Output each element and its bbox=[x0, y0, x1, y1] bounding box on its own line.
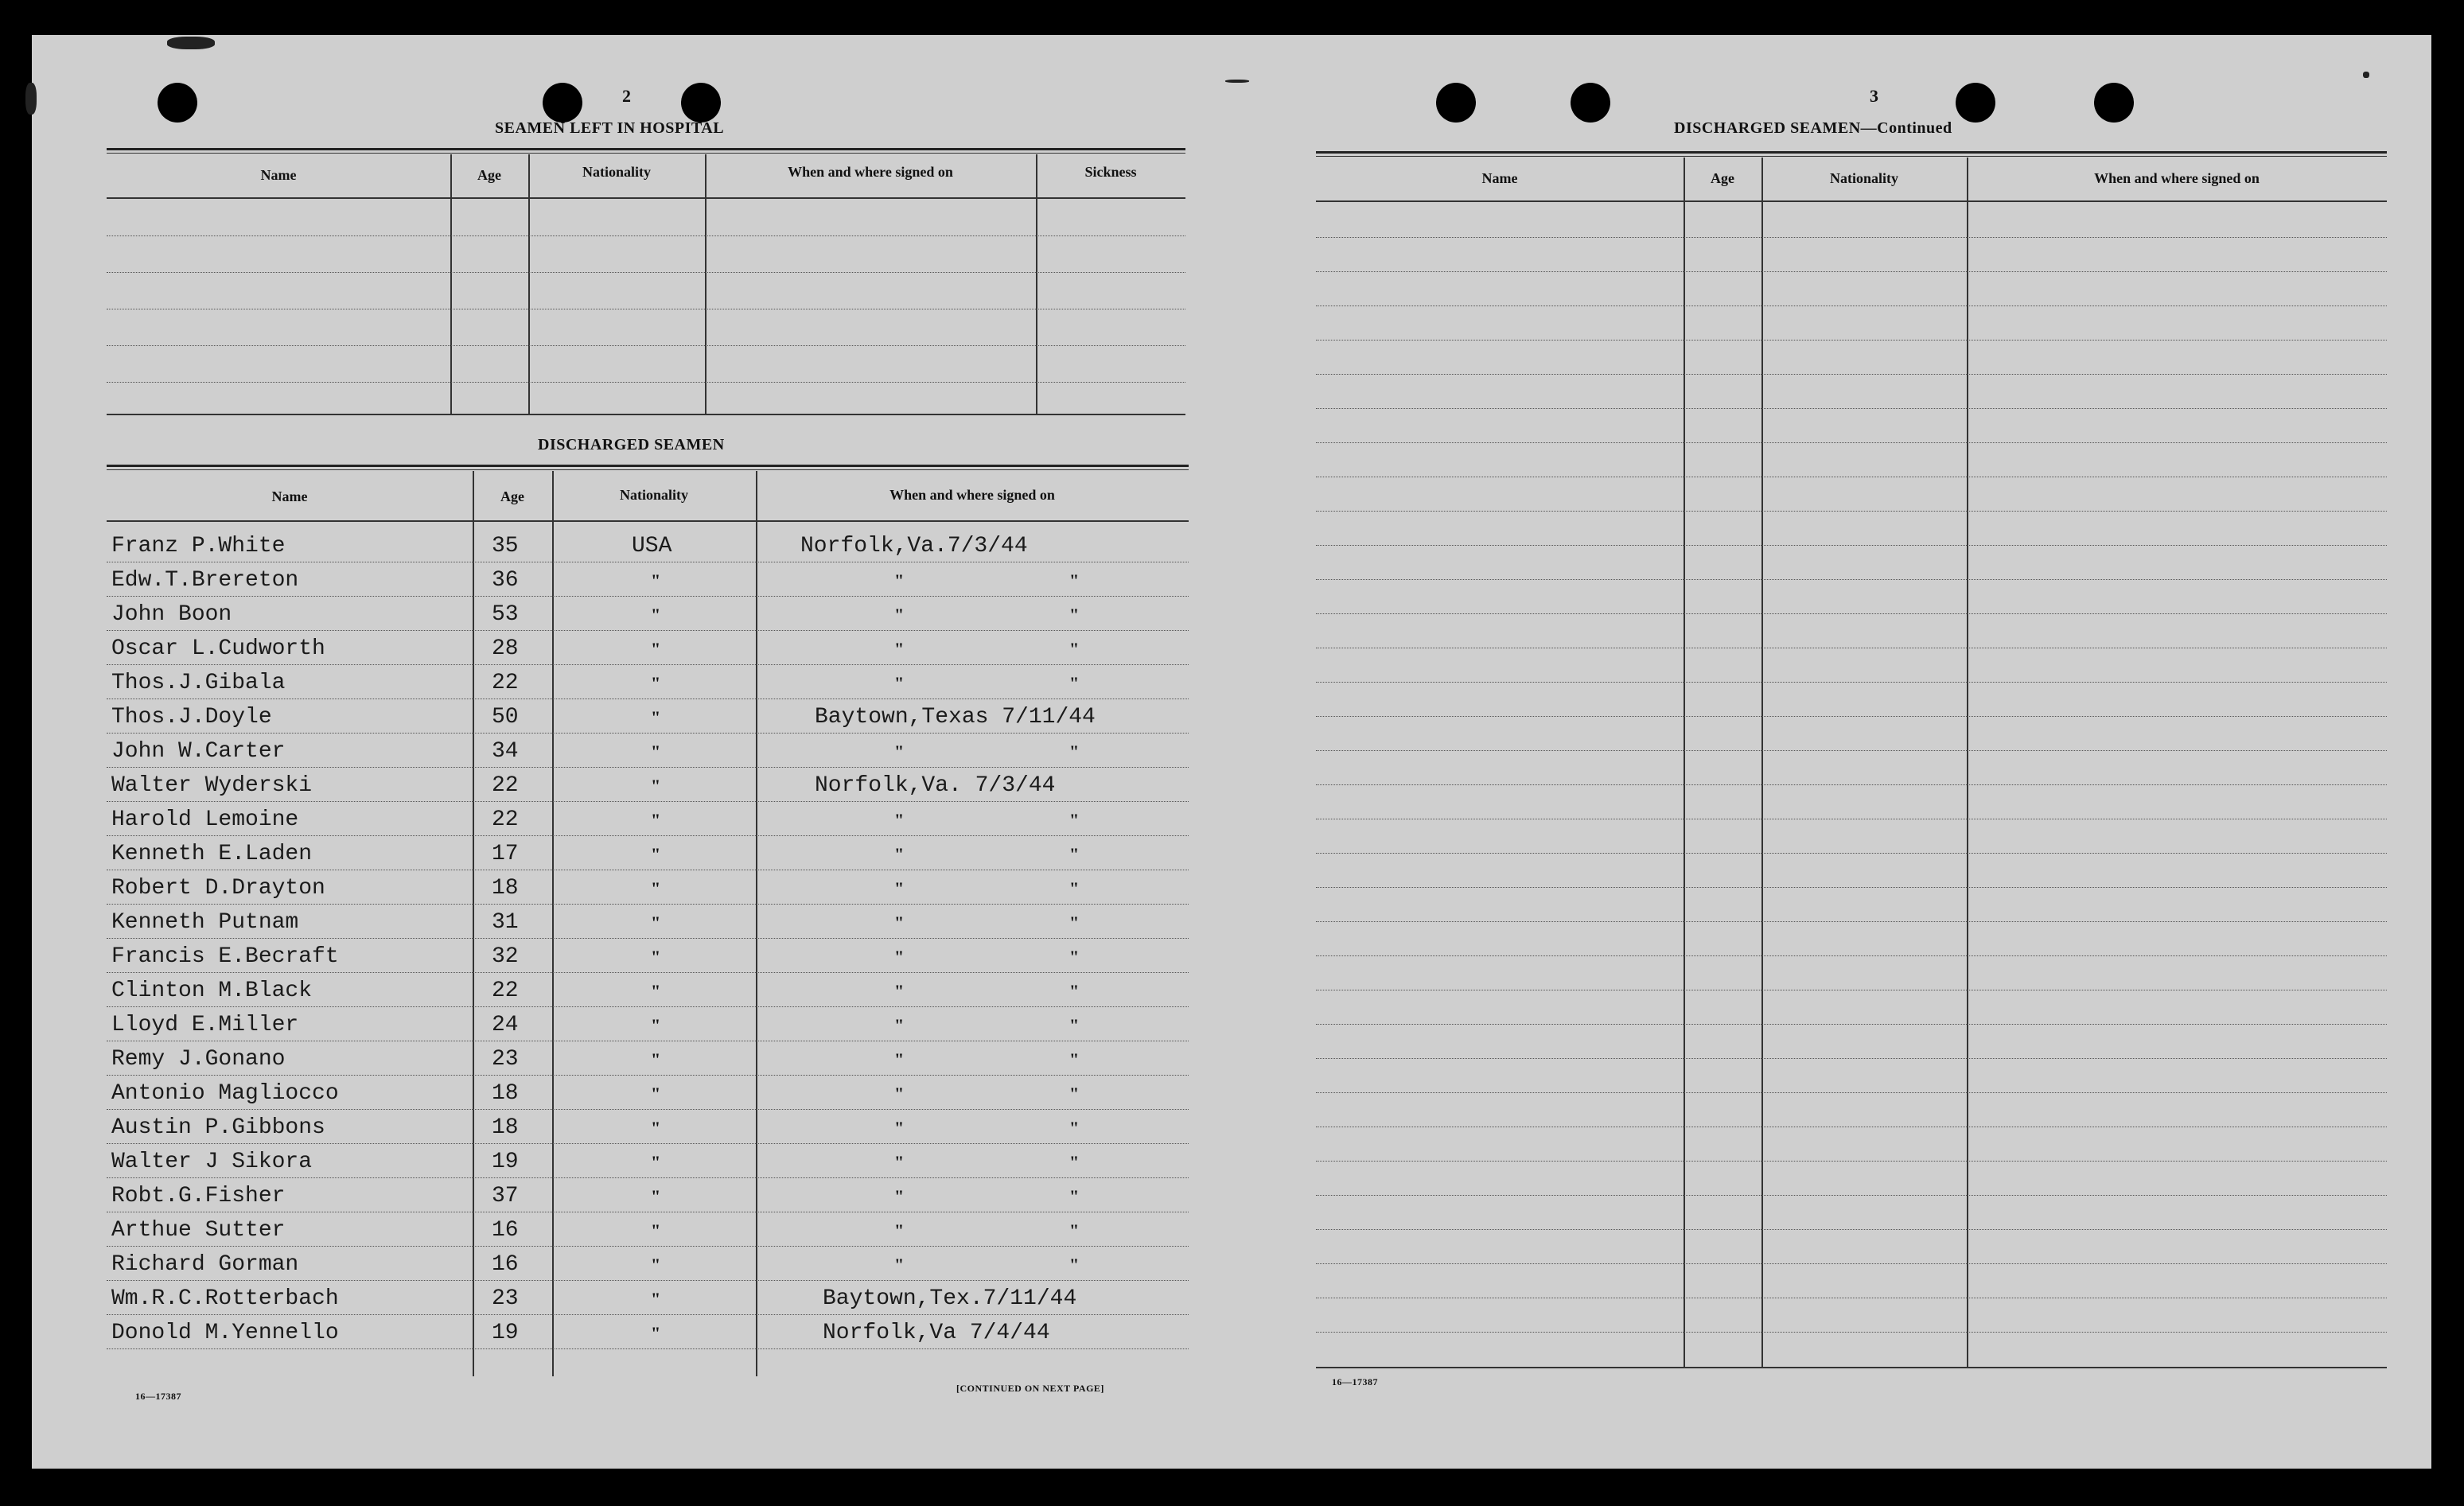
seaman-age: 19 bbox=[492, 1321, 519, 1345]
seaman-age: 19 bbox=[492, 1150, 519, 1174]
seaman-nationality: " bbox=[651, 1289, 661, 1309]
signed-on-date-ditto: " bbox=[1069, 1220, 1080, 1240]
table-row bbox=[1316, 1161, 2387, 1162]
seaman-nationality: " bbox=[651, 810, 661, 830]
seaman-age: 32 bbox=[492, 944, 519, 969]
hospital-header-sickness: Sickness bbox=[1084, 164, 1137, 180]
seaman-name: Walter Wyderski bbox=[111, 773, 313, 798]
discharged-header-name: Name bbox=[271, 488, 308, 504]
seaman-name: Thos.J.Gibala bbox=[111, 671, 286, 695]
seaman-age: 24 bbox=[492, 1013, 519, 1037]
seaman-age: 16 bbox=[492, 1218, 519, 1243]
seaman-age: 22 bbox=[492, 773, 519, 798]
punch-hole bbox=[158, 83, 197, 123]
right-header-nationality: Nationality bbox=[1829, 170, 1898, 186]
seaman-name: Donold M.Yennello bbox=[111, 1321, 339, 1345]
seaman-name: Edw.T.Brereton bbox=[111, 568, 299, 593]
signed-on-date-ditto: " bbox=[1069, 1049, 1080, 1069]
seaman-age: 23 bbox=[492, 1286, 519, 1311]
table-row bbox=[1316, 716, 2387, 717]
table-row bbox=[1316, 374, 2387, 375]
seaman-name: Richard Gorman bbox=[111, 1252, 299, 1277]
seaman-name: John W.Carter bbox=[111, 739, 286, 764]
seaman-name: Clinton M.Black bbox=[111, 979, 313, 1003]
table-row bbox=[1316, 955, 2387, 956]
seaman-name: Lloyd E.Miller bbox=[111, 1013, 299, 1037]
table-row bbox=[107, 767, 1189, 768]
seaman-nationality: " bbox=[651, 673, 661, 693]
seaman-name: John Boon bbox=[111, 602, 232, 627]
table-row bbox=[1316, 613, 2387, 614]
table-row bbox=[107, 938, 1189, 939]
table-row bbox=[1316, 579, 2387, 580]
table-row bbox=[107, 1348, 1189, 1349]
seaman-nationality: " bbox=[651, 1015, 661, 1035]
table-row bbox=[107, 835, 1189, 836]
table-row bbox=[107, 1246, 1189, 1247]
ink-speck bbox=[25, 83, 37, 115]
signed-on-date-ditto: " bbox=[1069, 1118, 1080, 1138]
table-row bbox=[107, 801, 1189, 802]
seaman-name: Robt.G.Fisher bbox=[111, 1184, 286, 1208]
punch-hole bbox=[1436, 83, 1476, 123]
punch-hole bbox=[681, 83, 721, 123]
continued-note: [CONTINUED ON NEXT PAGE] bbox=[956, 1383, 1104, 1394]
signed-on-place-ditto: " bbox=[894, 1118, 905, 1138]
document-sheet bbox=[32, 35, 2431, 1469]
seaman-signed-on: Norfolk,Va. 7/3/44 bbox=[815, 773, 1056, 798]
seaman-age: 17 bbox=[492, 842, 519, 866]
table-row bbox=[1316, 1332, 2387, 1333]
seaman-nationality: " bbox=[651, 570, 661, 590]
seaman-name: Thos.J.Doyle bbox=[111, 705, 272, 730]
seaman-age: 53 bbox=[492, 602, 519, 627]
table-row bbox=[1316, 237, 2387, 238]
seaman-name: Arthue Sutter bbox=[111, 1218, 286, 1243]
seaman-nationality: " bbox=[651, 1118, 661, 1138]
punch-hole bbox=[2094, 83, 2134, 123]
signed-on-date-ditto: " bbox=[1069, 913, 1080, 932]
ink-speck bbox=[1225, 80, 1249, 83]
seaman-nationality: " bbox=[651, 776, 661, 796]
signed-on-place-ditto: " bbox=[894, 1186, 905, 1206]
seaman-signed-on: Norfolk,Va.7/3/44 bbox=[800, 534, 1028, 558]
seaman-signed-on: Norfolk,Va 7/4/44 bbox=[823, 1321, 1050, 1345]
seaman-age: 23 bbox=[492, 1047, 519, 1072]
table-row bbox=[1316, 511, 2387, 512]
table-row bbox=[1316, 921, 2387, 922]
signed-on-date-ditto: " bbox=[1069, 878, 1080, 898]
table-row bbox=[107, 904, 1189, 905]
seaman-age: 16 bbox=[492, 1252, 519, 1277]
seaman-nationality: USA bbox=[632, 534, 672, 558]
signed-on-date-ditto: " bbox=[1069, 1186, 1080, 1206]
page-number-left: 2 bbox=[622, 86, 631, 106]
seaman-name: Kenneth E.Laden bbox=[111, 842, 313, 866]
hospital-header-nationality: Nationality bbox=[582, 164, 651, 180]
seaman-age: 22 bbox=[492, 671, 519, 695]
seaman-name: Austin P.Gibbons bbox=[111, 1115, 325, 1140]
table-row bbox=[1316, 305, 2387, 306]
table-row bbox=[1316, 442, 2387, 443]
table-row bbox=[107, 664, 1189, 665]
discharged-section-title: DISCHARGED SEAMEN bbox=[538, 436, 725, 453]
signed-on-place-ditto: " bbox=[894, 810, 905, 830]
discharged-header-signed-on: When and where signed on bbox=[889, 487, 1055, 503]
punch-hole bbox=[1956, 83, 1995, 123]
seaman-age: 18 bbox=[492, 876, 519, 901]
signed-on-date-ditto: " bbox=[1069, 673, 1080, 693]
seaman-name: Robert D.Drayton bbox=[111, 876, 325, 901]
table-row bbox=[107, 1006, 1189, 1007]
table-row bbox=[1316, 340, 2387, 341]
signed-on-date-ditto: " bbox=[1069, 844, 1080, 864]
seaman-age: 28 bbox=[492, 636, 519, 661]
signed-on-place-ditto: " bbox=[894, 981, 905, 1001]
hospital-header-signed-on: When and where signed on bbox=[788, 164, 953, 180]
signed-on-date-ditto: " bbox=[1069, 1255, 1080, 1274]
seaman-age: 36 bbox=[492, 568, 519, 593]
seaman-nationality: " bbox=[651, 741, 661, 761]
signed-on-place-ditto: " bbox=[894, 1152, 905, 1172]
table-row bbox=[1316, 682, 2387, 683]
discharged-header-age: Age bbox=[500, 488, 524, 504]
right-header-name: Name bbox=[1481, 170, 1518, 186]
signed-on-place-ditto: " bbox=[894, 1255, 905, 1274]
signed-on-place-ditto: " bbox=[894, 673, 905, 693]
hospital-table bbox=[107, 148, 1185, 415]
seaman-nationality: " bbox=[651, 639, 661, 659]
seaman-name: Remy J.Gonano bbox=[111, 1047, 286, 1072]
signed-on-place-ditto: " bbox=[894, 1015, 905, 1035]
table-bottom-rule bbox=[1316, 1367, 2387, 1368]
seaman-nationality: " bbox=[651, 844, 661, 864]
signed-on-place-ditto: " bbox=[894, 570, 905, 590]
table-row bbox=[1316, 271, 2387, 272]
seaman-age: 18 bbox=[492, 1115, 519, 1140]
seaman-nationality: " bbox=[651, 1186, 661, 1206]
table-row bbox=[1316, 1058, 2387, 1059]
seaman-age: 22 bbox=[492, 807, 519, 832]
signed-on-date-ditto: " bbox=[1069, 741, 1080, 761]
table-row bbox=[107, 1075, 1189, 1076]
discharged-continued-table bbox=[1316, 151, 2387, 1368]
signed-on-date-ditto: " bbox=[1069, 605, 1080, 625]
seaman-name: Franz P.White bbox=[111, 534, 286, 558]
discharged-header-nationality: Nationality bbox=[619, 487, 688, 503]
table-row bbox=[107, 1280, 1189, 1281]
seaman-nationality: " bbox=[651, 1084, 661, 1103]
hospital-section-title: SEAMEN LEFT IN HOSPITAL bbox=[495, 119, 725, 137]
hospital-header-age: Age bbox=[477, 167, 501, 183]
signed-on-date-ditto: " bbox=[1069, 810, 1080, 830]
ink-speck bbox=[167, 37, 215, 49]
signed-on-date-ditto: " bbox=[1069, 570, 1080, 590]
table-row bbox=[107, 630, 1189, 631]
signed-on-place-ditto: " bbox=[894, 1049, 905, 1069]
signed-on-date-ditto: " bbox=[1069, 947, 1080, 967]
signed-on-place-ditto: " bbox=[894, 947, 905, 967]
seaman-age: 34 bbox=[492, 739, 519, 764]
seaman-name: Kenneth Putnam bbox=[111, 910, 299, 935]
table-row bbox=[107, 1109, 1189, 1110]
seaman-nationality: " bbox=[651, 1049, 661, 1069]
seaman-name: Francis E.Becraft bbox=[111, 944, 339, 969]
signed-on-date-ditto: " bbox=[1069, 1015, 1080, 1035]
seaman-name: Walter J Sikora bbox=[111, 1150, 313, 1174]
signed-on-place-ditto: " bbox=[894, 878, 905, 898]
seaman-name: Oscar L.Cudworth bbox=[111, 636, 325, 661]
seaman-age: 37 bbox=[492, 1184, 519, 1208]
punch-hole bbox=[543, 83, 582, 123]
table-row bbox=[1316, 750, 2387, 751]
signed-on-place-ditto: " bbox=[894, 1084, 905, 1103]
signed-on-date-ditto: " bbox=[1069, 639, 1080, 659]
right-section-title: DISCHARGED SEAMEN—Continued bbox=[1674, 119, 1952, 137]
signed-on-place-ditto: " bbox=[894, 741, 905, 761]
table-row bbox=[1316, 784, 2387, 785]
seaman-name: Wm.R.C.Rotterbach bbox=[111, 1286, 339, 1311]
seaman-age: 31 bbox=[492, 910, 519, 935]
seaman-nationality: " bbox=[651, 1255, 661, 1274]
seaman-nationality: " bbox=[651, 947, 661, 967]
right-header-age: Age bbox=[1711, 170, 1734, 186]
table-row bbox=[1316, 853, 2387, 854]
right-header-signed-on: When and where signed on bbox=[2094, 170, 2260, 186]
seaman-nationality: " bbox=[651, 913, 661, 932]
signed-on-place-ditto: " bbox=[894, 913, 905, 932]
table-row bbox=[1316, 1229, 2387, 1230]
table-row bbox=[1316, 887, 2387, 888]
seaman-age: 35 bbox=[492, 534, 519, 558]
seaman-nationality: " bbox=[651, 707, 661, 727]
seaman-name: Harold Lemoine bbox=[111, 807, 299, 832]
signed-on-date-ditto: " bbox=[1069, 1084, 1080, 1103]
seaman-age: 22 bbox=[492, 979, 519, 1003]
signed-on-date-ditto: " bbox=[1069, 1152, 1080, 1172]
table-row bbox=[1316, 1024, 2387, 1025]
table-row bbox=[1316, 1092, 2387, 1093]
table-row bbox=[107, 1143, 1189, 1144]
signed-on-place-ditto: " bbox=[894, 844, 905, 864]
seaman-age: 50 bbox=[492, 705, 519, 730]
seaman-nationality: " bbox=[651, 981, 661, 1001]
signed-on-place-ditto: " bbox=[894, 639, 905, 659]
table-row bbox=[107, 1314, 1189, 1315]
table-row bbox=[107, 1177, 1189, 1178]
seaman-nationality: " bbox=[651, 1323, 661, 1343]
discharged-table bbox=[107, 465, 1189, 1376]
table-row bbox=[107, 972, 1189, 973]
table-row bbox=[1316, 1195, 2387, 1196]
seaman-signed-on: Baytown,Texas 7/11/44 bbox=[815, 705, 1096, 730]
seaman-nationality: " bbox=[651, 605, 661, 625]
form-number-right: 16—17387 bbox=[1332, 1376, 1378, 1387]
table-row bbox=[1316, 1263, 2387, 1264]
signed-on-place-ditto: " bbox=[894, 1220, 905, 1240]
form-number-left: 16—17387 bbox=[135, 1391, 181, 1402]
ink-speck bbox=[2363, 72, 2369, 78]
seaman-signed-on: Baytown,Tex.7/11/44 bbox=[823, 1286, 1077, 1311]
seaman-age: 18 bbox=[492, 1081, 519, 1106]
signed-on-place-ditto: " bbox=[894, 605, 905, 625]
punch-hole bbox=[1571, 83, 1610, 123]
seaman-name: Antonio Magliocco bbox=[111, 1081, 339, 1106]
seaman-nationality: " bbox=[651, 878, 661, 898]
table-row bbox=[1316, 408, 2387, 409]
page-number-right: 3 bbox=[1870, 86, 1878, 106]
seaman-nationality: " bbox=[651, 1220, 661, 1240]
hospital-header-name: Name bbox=[260, 167, 297, 183]
table-row bbox=[107, 733, 1189, 734]
signed-on-date-ditto: " bbox=[1069, 981, 1080, 1001]
seaman-nationality: " bbox=[651, 1152, 661, 1172]
table-row bbox=[107, 596, 1189, 597]
table-row bbox=[1316, 545, 2387, 546]
